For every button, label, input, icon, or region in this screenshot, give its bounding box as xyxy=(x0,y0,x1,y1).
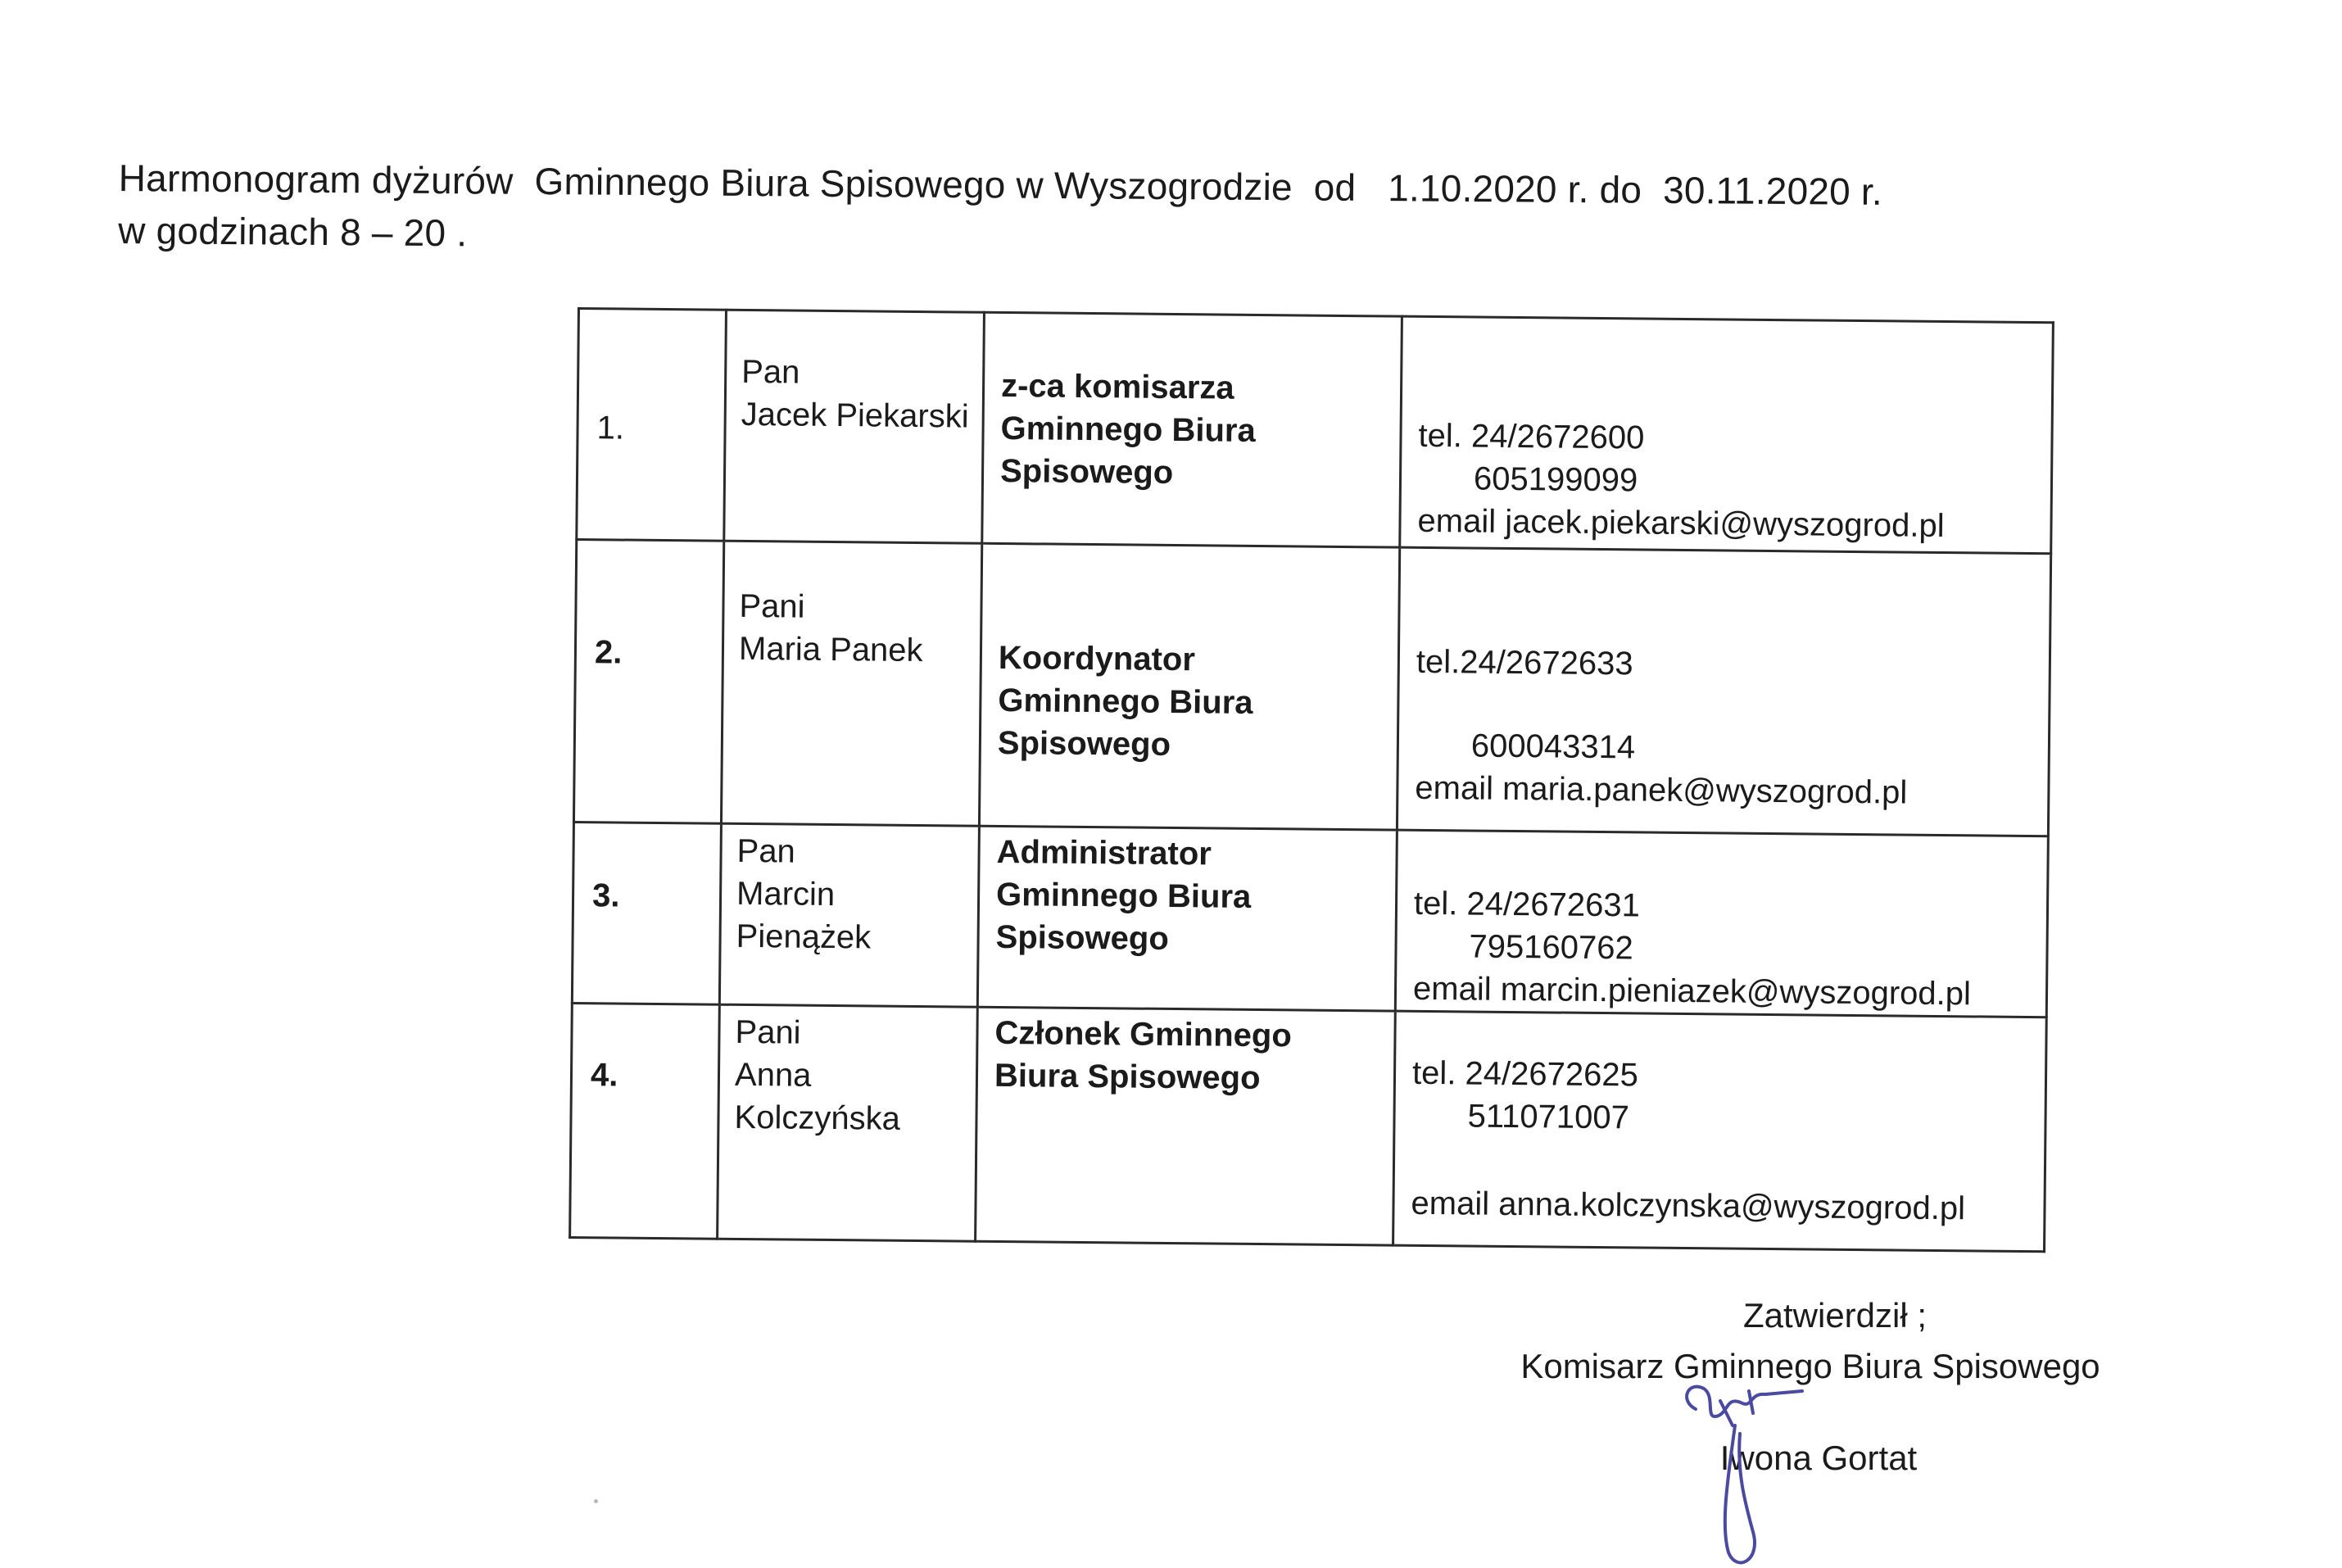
role-line: Spisowego xyxy=(999,452,1174,491)
signer-name: Iwona Gortat xyxy=(1719,1439,1918,1477)
role-line: Biura Spisowego xyxy=(994,1057,1261,1097)
contact-cell xyxy=(1395,830,2048,1017)
role-cell xyxy=(982,312,1402,547)
phone-number: tel. 24/2672600 xyxy=(1418,417,1645,456)
title-line-2: w godzinach 8 – 20 . xyxy=(118,208,468,255)
role-line: Gminnego Biura xyxy=(998,682,1253,721)
document-title xyxy=(118,152,1921,270)
email-address: email jacek.piekarski@wyszogrod.pl xyxy=(1417,502,1945,545)
mobile-number: 795160762 xyxy=(1469,928,1633,967)
row-number-cell xyxy=(572,822,721,1004)
table-row xyxy=(570,1003,2047,1251)
role-cell xyxy=(976,1007,1396,1245)
person-honorific: Pani xyxy=(735,1013,801,1051)
mobile-number: 605199099 xyxy=(1473,460,1638,499)
person-cell xyxy=(719,823,979,1007)
person-name: Jacek Piekarski xyxy=(741,396,969,435)
person-honorific: Pan xyxy=(741,353,800,391)
row-number: 1. xyxy=(596,410,625,446)
person-honorific: Pani xyxy=(739,587,805,625)
person-cell xyxy=(724,310,985,543)
phone-number: tel. 24/2672625 xyxy=(1411,1054,1639,1094)
role-line: Administrator xyxy=(996,833,1212,872)
role-line: z-ca komisarza xyxy=(1000,367,1234,406)
role-line: Spisowego xyxy=(995,918,1169,957)
role-line: Spisowego xyxy=(997,724,1171,763)
row-number-cell xyxy=(573,540,723,824)
person-name: Kolczyńska xyxy=(734,1099,901,1137)
handwritten-signature xyxy=(1671,1376,1835,1565)
person-name: Anna xyxy=(734,1056,812,1094)
row-number-cell xyxy=(570,1003,720,1239)
person-honorific: Pan xyxy=(736,832,796,870)
person-name: Marcin xyxy=(736,875,836,913)
approval-label: Zatwierdził ; xyxy=(1742,1296,1928,1335)
person-cell xyxy=(721,541,981,826)
person-cell xyxy=(718,1004,978,1241)
mobile-number: 600043314 xyxy=(1470,727,1636,766)
role-line: Koordynator xyxy=(998,639,1196,678)
row-number-cell xyxy=(577,309,727,542)
role-cell xyxy=(977,826,1397,1011)
role-line: Gminnego Biura xyxy=(1000,410,1256,449)
approver-title: Komisarz Gminnego Biura Spisowego xyxy=(1520,1347,2100,1385)
role-line: Gminnego Biura xyxy=(995,876,1252,915)
email-address: email anna.kolczynska@wyszogrod.pl xyxy=(1411,1185,1966,1227)
title-line-1: Harmonogram dyżurów Gminnego Biura Spisowego w Wyszogrodzie od 1.10.2020 r. do 30.11.2020 r. xyxy=(118,156,1883,213)
contact-cell xyxy=(1397,547,2050,836)
email-address: email maria.panek@wyszogrod.pl xyxy=(1415,769,1908,811)
table-row xyxy=(573,540,2050,836)
row-number: 4. xyxy=(590,1057,618,1094)
row-number: 2. xyxy=(594,634,623,671)
phone-number: tel. 24/2672631 xyxy=(1413,885,1641,924)
email-address: email marcin.pieniazek@wyszogrod.pl xyxy=(1412,970,1972,1013)
mobile-number: 511071007 xyxy=(1467,1098,1630,1136)
row-number: 3. xyxy=(591,877,620,914)
contact-cell xyxy=(1393,1011,2047,1252)
role-line: Członek Gminnego xyxy=(994,1014,1292,1054)
person-name: Maria Panek xyxy=(738,630,923,669)
contact-cell xyxy=(1400,316,2054,554)
phone-number: tel.24/2672633 xyxy=(1416,643,1633,682)
role-cell xyxy=(979,543,1399,830)
duty-schedule-table xyxy=(569,307,2052,1245)
person-name: Pienążek xyxy=(736,918,872,956)
table-row xyxy=(572,822,2048,1017)
scan-speck xyxy=(594,1499,598,1503)
table-row xyxy=(577,309,2054,554)
